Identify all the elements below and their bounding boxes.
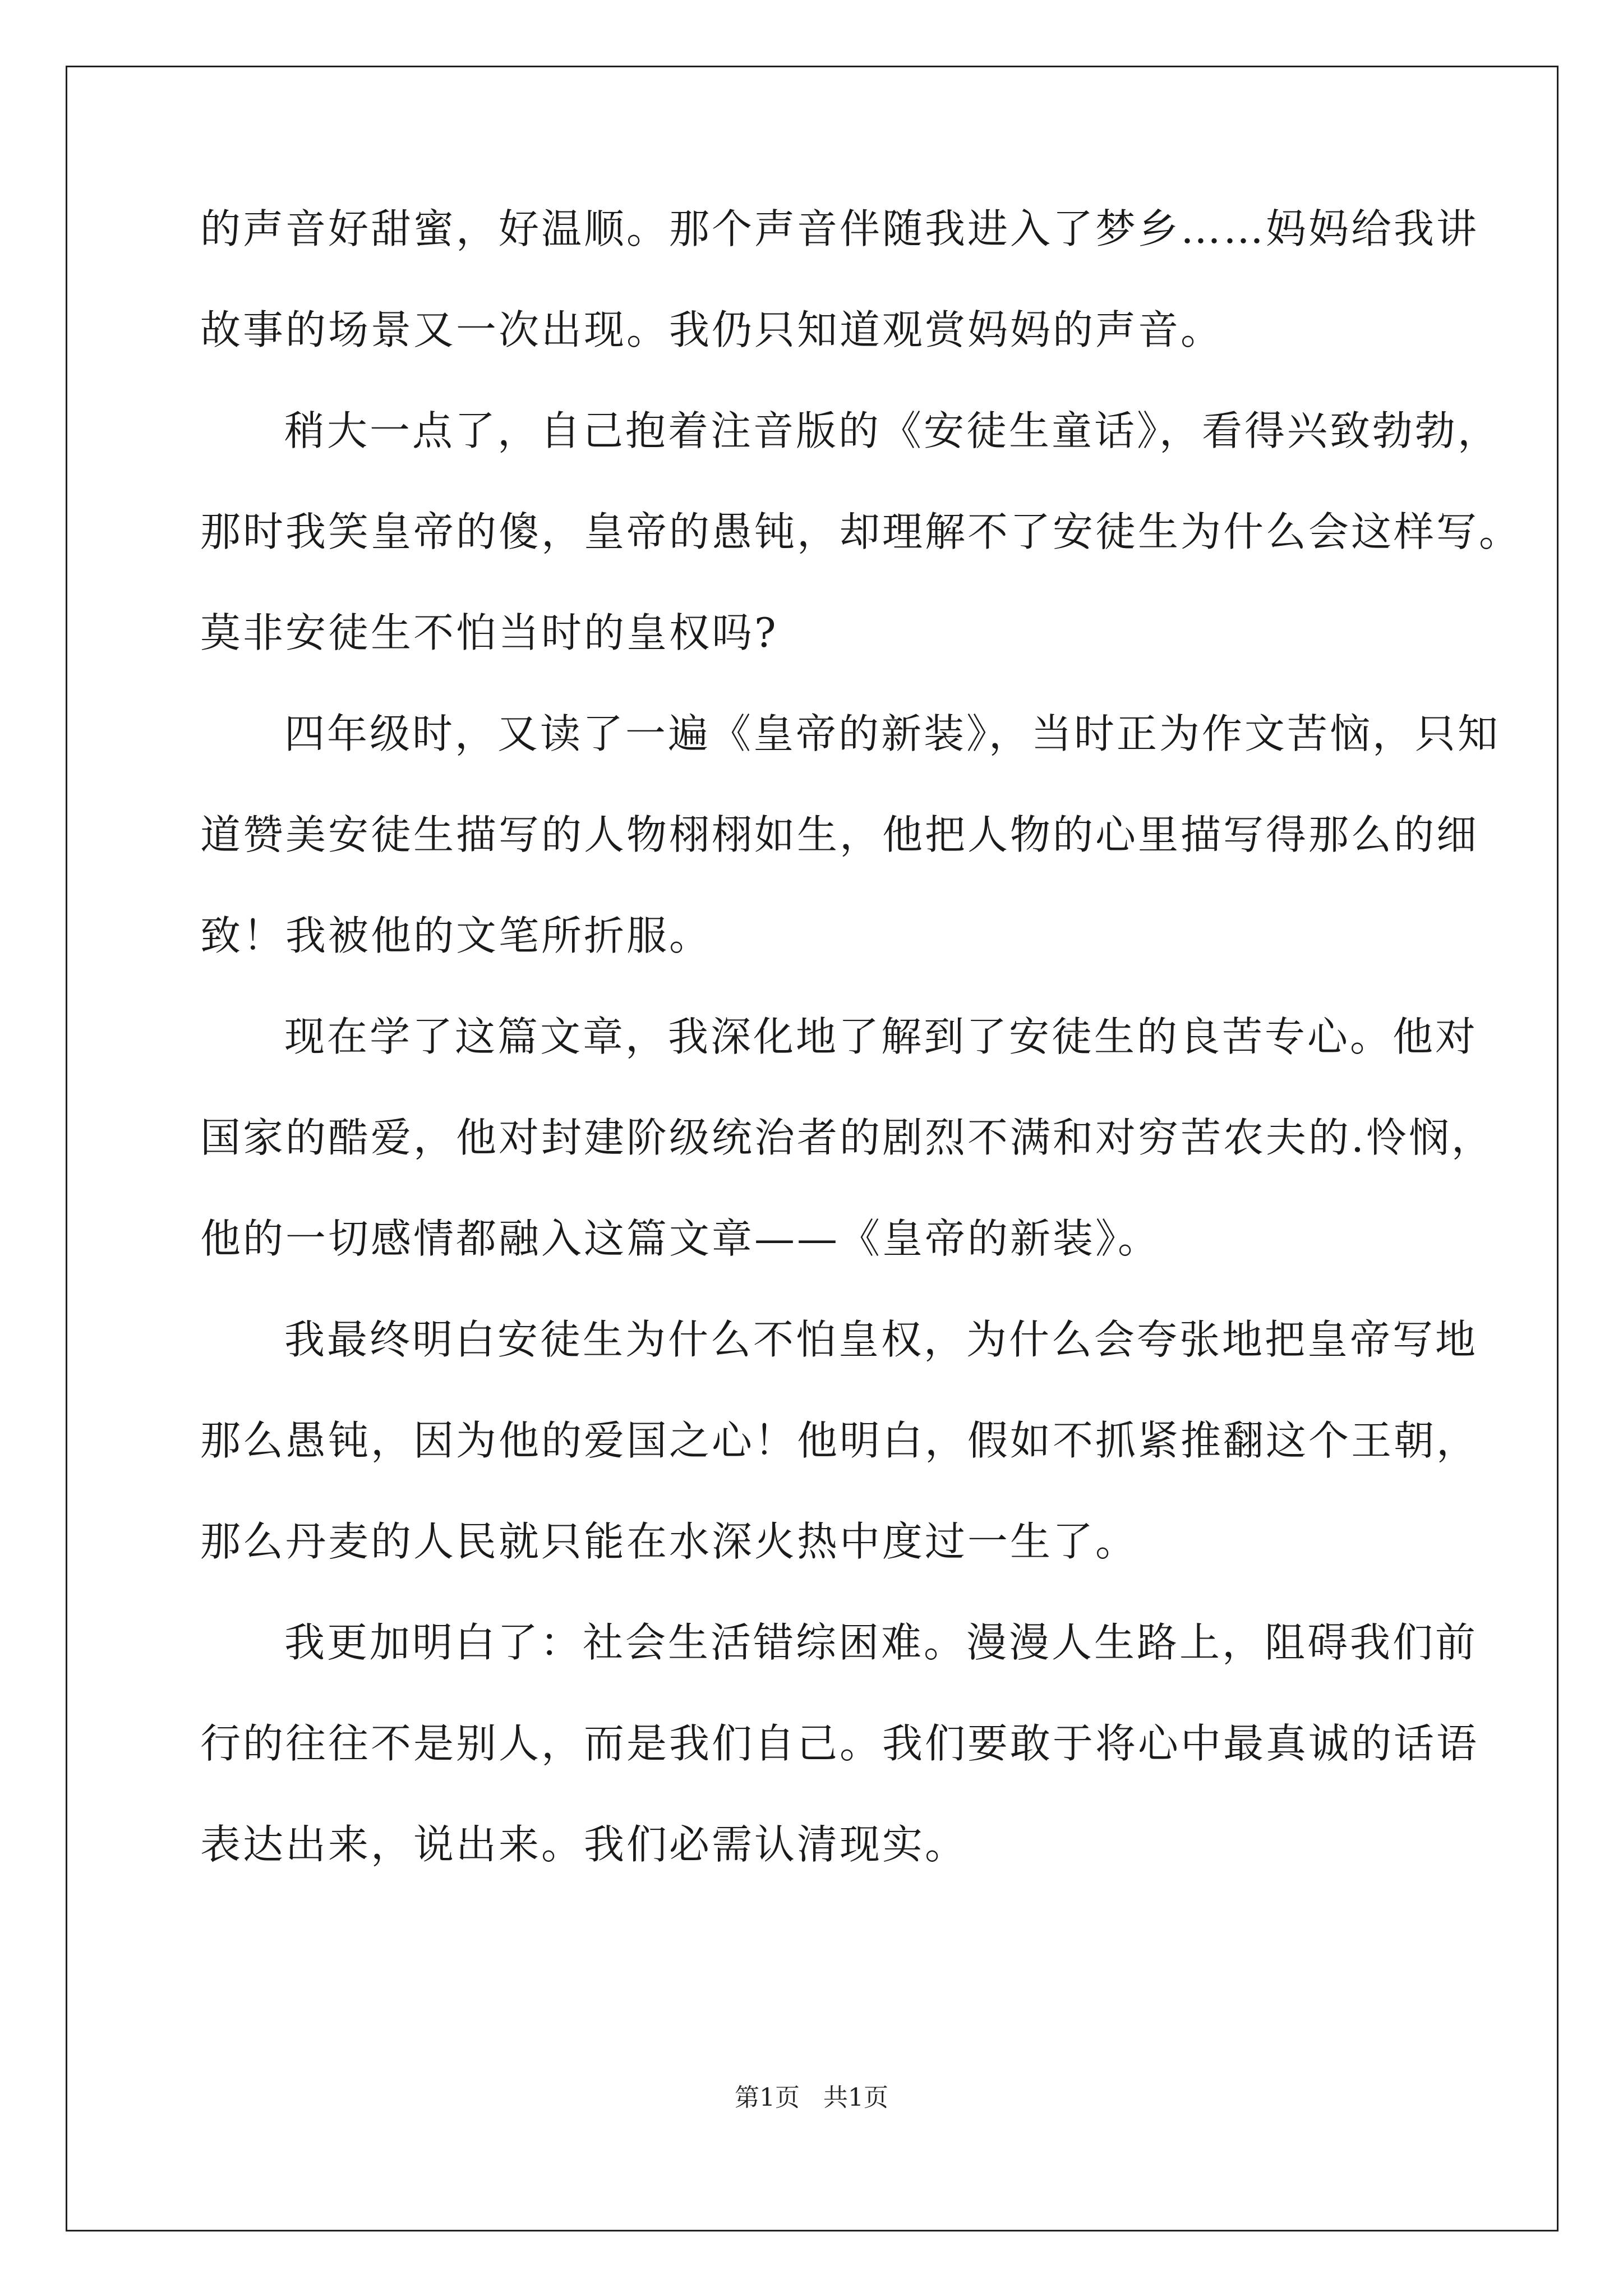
text-line: 故事的场景又一次出现。我仍只知道观赏妈妈的声音。 (200, 306, 1224, 353)
paragraph-first-line: 现在学了这篇文章，我深化地了解到了安徒生的良苦专心。他对 (284, 1013, 1478, 1060)
paragraph-first-line: 我最终明白安徒生为什么不怕皇权，为什么会夸张地把皇帝写地 (284, 1316, 1478, 1363)
paragraph-first-line: 稍大一点了，自己抱着注音版的《安徒生童话》，看得兴致勃勃， (284, 407, 1501, 454)
text-line: 致！我被他的文笔所折服。 (200, 912, 712, 959)
text-line: 行的往往不是别人，而是我们自己。我们要敢于将心中最真诚的话语 (200, 1720, 1479, 1767)
text-line: 道赞美安徒生描写的人物栩栩如生，他把人物的心里描写得那么的细 (200, 811, 1479, 858)
text-line: 那时我笑皇帝的傻，皇帝的愚钝，却理解不了安徒生为什么会这样写。 (200, 508, 1522, 555)
text-line: 那么愚钝，因为他的爱国之心！他明白，假如不抓紧推翻这个王朝， (200, 1417, 1479, 1464)
text-line: 的声音好甜蜜，好温顺。那个声音伴随我进入了梦乡……妈妈给我讲 (200, 205, 1479, 252)
text-line: 莫非安徒生不怕当时的皇权吗? (200, 609, 778, 656)
text-line: 国家的酷爱，他对封建阶级统治者的剧烈不满和对穷苦农夫的.怜悯， (200, 1114, 1494, 1161)
page-number: 第1页 共1页 (735, 2083, 888, 2112)
paragraph-first-line: 我更加明白了：社会生活错综困难。漫漫人生路上，阻碍我们前 (284, 1619, 1478, 1666)
text-line: 表达出来，说出来。我们必需认清现实。 (200, 1821, 968, 1868)
text-line: 那么丹麦的人民就只能在水深火热中度过一生了。 (200, 1518, 1138, 1565)
paragraph-first-line: 四年级时，又读了一遍《皇帝的新装》，当时正为作文苦恼，只知 (284, 710, 1501, 757)
text-line: 他的一切感情都融入这篇文章——《皇帝的新装》。 (200, 1215, 1161, 1262)
